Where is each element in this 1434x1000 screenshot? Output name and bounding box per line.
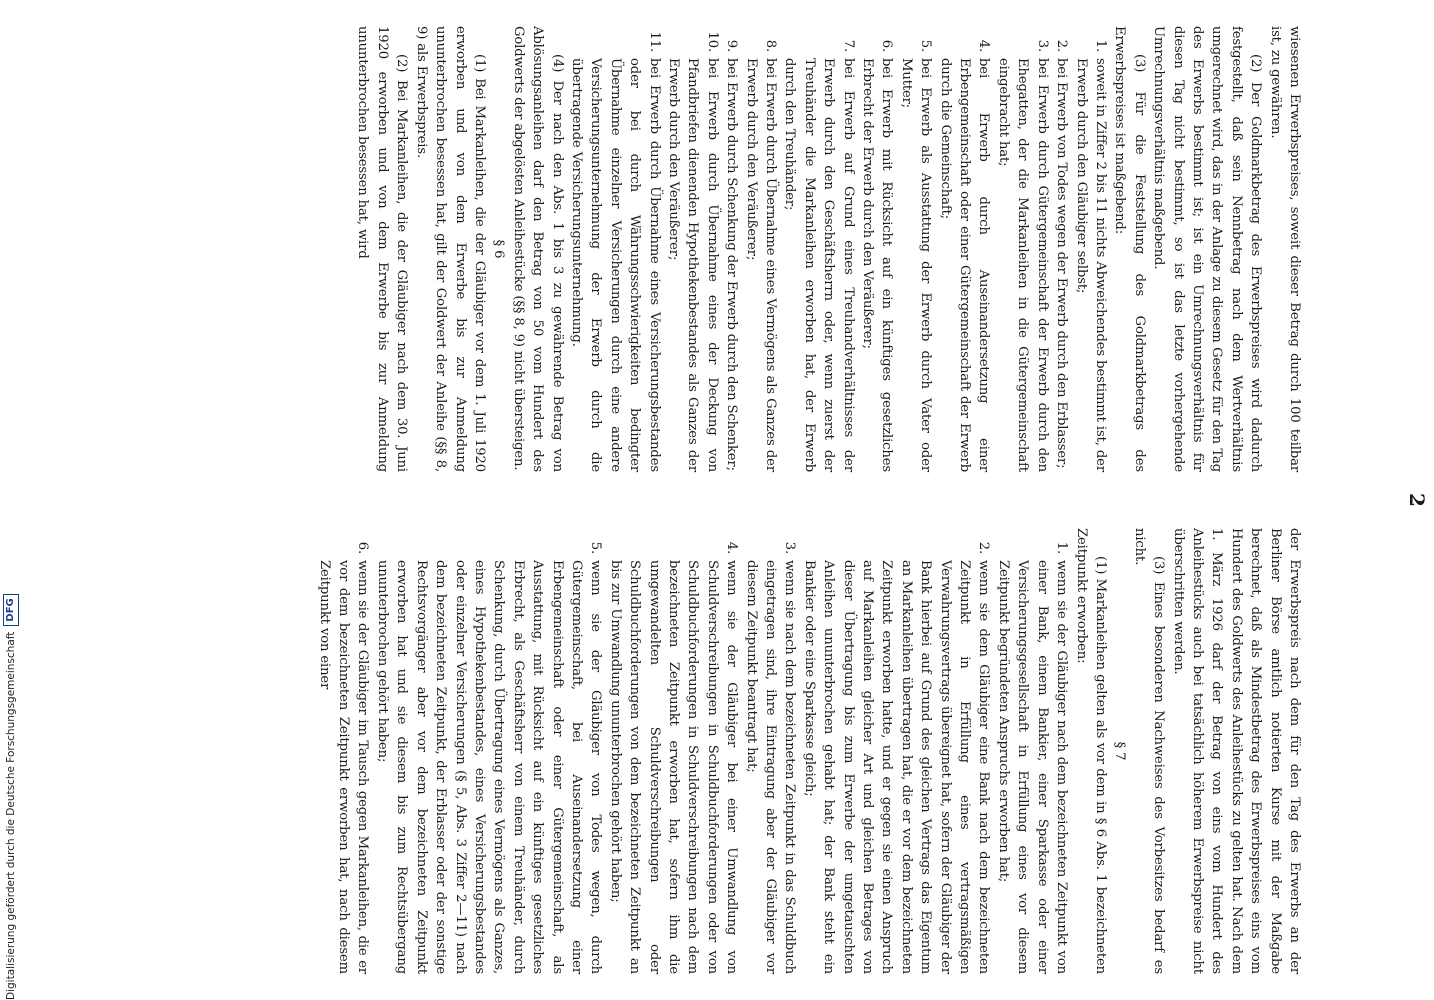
paragraph: (1) Bei Markanleihen, die der Gläubiger vor dem 1. Juli 1920 erworben und von dem Erwerbe bis zur Anmeldung ununterbrochen besessen hat, gilt der Goldwert der Anleihe (§§ 8, 9) als Erwerbspreis. [413,26,487,472]
item-number: 3. [1034,39,1050,52]
numbered-item [567,26,664,472]
paragraph: wiesenen Erwerbspreises, soweit dieser Betrag durch 100 teilbar ist, zu gewähren. [1267,26,1302,472]
numbered-item [780,26,858,472]
item-number: 1. [1092,39,1108,52]
numbered-item [799,528,993,974]
item-number: 5. [588,541,604,554]
numbered-item [373,528,606,974]
section-heading: § 6 [491,239,507,259]
paragraph: (3) Für die Feststellung des Goldmarkbetrags des Erwerbspreises ist maßgebend: [1112,26,1147,472]
paragraph: (3) Eines besonderen Nachweises des Vorbesitzes bedarf es nicht. [1131,528,1167,974]
section-heading: § 7 [1112,741,1128,761]
footer-credit: Digitalisierung gefördert durch die Deutsche Forschungsgemeinschaft [5,631,17,1000]
item-text: bei Erwerb als Ausstattung der Erwerb durch Vater oder Mutter; [898,58,934,472]
item-number: 8. [763,39,779,52]
numbered-item [1052,26,1071,472]
paragraph: (2) Der Goldmarkbetrag des Erwerbspreises wird dadurch festgestellt, daß sein Nennbetrag nach dem Wertverhältnis umgerechnet wird, das in der Anlage zu diesem Gesetz für den Tag des Erwerbs bestimmt ist; ist ein Umrechnungsverhältnis für diesen Tag nicht bestimmt, so ist das letzte vorhergehende Umrechnungsverhältnis maßgebend. [1151,26,1264,472]
item-number: 4. [724,541,740,554]
paragraph: der Erwerbspreis nach dem für den Tag des Erwerbs an der Berliner Börse amtlich notierten Kurse mit der Maßgabe berechnet, daß als Mindestbetrag des Erwerbspreises eins vom Hundert des Goldwerts des Anleihestücks zu gelten hat. Nach dem 1. März 1926 darf der Betrag von eins vom Hundert des Anleihestücks auch bei tatsächlich höherem Erwerbspreise nicht überschritten werden. [1170,528,1302,974]
numbered-item [994,528,1072,974]
item-text: bei Erwerb durch Übernahme eines Vermögens als Ganzes der Erwerb durch den Veräußerer; [743,58,779,472]
item-text: bei Erwerb mit Rücksicht auf ein künftiges gesetzliches Erbrecht der Erwerb durch den Veräußerer; [860,58,895,472]
numbered-item [741,528,799,974]
item-number: 10. [704,31,720,52]
numbered-item [314,528,372,974]
item-number: 9. [724,39,740,52]
item-text: wenn sie dem Gläubiger eine Bank nach dem bezeichneten Zeitpunkt in Erfüllung eines vertragsmäßigen Verwahrungsvertrags übereignet hat, sofern der Gläubiger der Bank hierbei auf Grund des gleichen Vertrags das Eigentum an Markanleihen übertragen hat, die er vor dem bezeichneten Zeitpunkt erworben hatte, und er gegen sie einen Anspruch auf Markanleihen gleicher Art und gleichen Betrages von dieser Übertragung bis zum Erwerbe der umgetauschten Anleihen ununterbrochen gehabt hat; der Bank steht ein Bankier oder eine Sparkasse gleich; [801,560,992,974]
item-text: bei Erwerb durch Schenkung der Erwerb durch den Schenker; [724,58,740,471]
item-text: wenn sie der Gläubiger bei einer Umwandlung von Schuldverschreibungen in Schuldbuchforderungen oder von Schuldbuchforderungen in Schuldverschreibungen nach dem bezeichneten Zeitpunkt erworben hat, sofern ihm die umgewandelten Schuldverschreibungen oder Schuldbuchforderungen von dem bezeichneten Zeitpunkt an bis zur Umwandlung ununterbrochen gehört haben; [607,560,740,974]
item-number: 2. [1054,39,1070,52]
numbered-item [896,26,935,472]
item-number: 2. [976,541,992,554]
item-text: wenn sie der Gläubiger nach dem bezeichneten Zeitpunkt von einer Bank, einem Bankier, einer Sparkasse oder einer Versicherungsgesellschaft in Erfüllung eines vor diesem Zeitpunkt begründeten Anspruchs erworben hat; [995,560,1070,974]
digitization-footer [0,0,22,1000]
item-text: soweit in Ziffer 2 bis 11 nichts Abweichendes bestimmt ist, der Erwerb durch den Gläubiger selbst; [1073,58,1108,472]
item-number: 1. [1054,541,1070,554]
item-text: bei Erwerb durch Übernahme eines Versicherungsbestandes oder bei durch Währungsschwierigkeiten bedingter Übernahme einzelner Versicherungen durch eine andere Versicherungsunternehmung der Erwerb durch die übertragende Versicherungsunternehmung. [568,58,662,472]
page-number: 2 [1405,493,1429,507]
item-text: bei Erwerb auf Grund eines Treuhandverhältnisses der Erwerb durch den Geschäftsherrn oder, wenn zuerst der Treuhänder die Markanleihen erworben hat, der Erwerb durch den Treuhänder; [782,58,856,472]
paragraph: (4) Der nach den Abs. 1 bis 3 zu gewährende Betrag von Ablösungsanleihen darf den Betrag von 50 vom Hundert des Goldwerts der abgelösten Anleihestücke (§§ 8, 9) nicht übersteigen. [510,26,565,472]
item-text: wenn sie der Gläubiger im Tausch gegen Markanleihen, die er vor dem bezeichneten Zeitpunkt erworben hat, nach diesem Zeitpunkt von einer [316,560,371,974]
item-text: wenn sie nach dem bezeichneten Zeitpunkt in das Schuldbuch eingetragen sind, ihre Eintragung aber der Gläubiger vor diesem Zeitpunkt beantragt hat; [743,560,798,974]
numbered-item [605,528,741,974]
paragraph: (1) Markanleihen gelten als vor dem in § 6 Abs. 1 bezeichneten Zeitpunkt erworben: [1073,528,1108,974]
right-column [314,528,1304,974]
item-number: 3. [782,541,798,554]
item-text: bei Erwerb durch Gütergemeinschaft der Erwerb durch den Ehegatten, der die Markanleihen in die Gütergemeinschaft eingebracht hat; [995,58,1050,472]
item-number: 4. [976,39,992,52]
paragraph: (2) Bei Markanleihen, die der Gläubiger nach dem 30. Juni 1920 erworben und von dem Erwerbe bis zur Anmeldung ununterbrochen besessen hat, wird [355,26,410,472]
item-number: 6. [355,541,371,554]
dfg-logo: DFG [3,594,19,625]
numbered-item [858,26,897,472]
item-text: bei Erwerb durch Auseinandersetzung einer Erbengemeinschaft oder einer Gütergemeinschaft der Erwerb durch die Gemeinschaft; [937,58,992,472]
numbered-item [722,26,741,472]
item-number: 7. [840,39,856,52]
item-number: 5. [918,39,934,52]
item-text: wenn sie der Gläubiger von Todes wegen, durch Gütergemeinschaft, bei Auseinandersetzung einer Erbengemeinschaft oder einer Gütergemeinschaft, als Ausstattung, mit Rücksicht auf ein künftiges gesetzliches Erbrecht, als Geschäftsherr von einem Treuhänder, durch Schenkung, durch Übertragung eines Vermögens als Ganzes, eines Hypothekenbestandes, eines Versicherungsbestandes oder einzelner Versicherungen (§ 5, Abs. 3 Ziffer 2—11) nach dem bezeichneten Zeitpunkt, der Erblasser oder der sonstige Rechtsvorgänger aber vor dem bezeichneten Zeitpunkt erworben hat und sie diesem bis zum Rechtsübergang ununterbrochen gehört haben; [374,560,604,974]
numbered-item [664,26,722,472]
item-number: 6. [879,39,895,52]
numbered-item [994,26,1052,472]
left-column [353,26,1304,472]
numbered-item [741,26,780,472]
item-text: bei Erwerb durch Übernahme eines der Deckung von Pfandbriefen dienenden Hypothekenbestandes als Ganzes der Erwerb durch den Veräußerer; [666,58,720,472]
item-number: 11. [646,31,662,52]
item-text: bei Erwerb von Todes wegen der Erwerb durch den Erblasser; [1054,58,1070,469]
numbered-item [935,26,993,472]
numbered-item [1071,26,1110,472]
